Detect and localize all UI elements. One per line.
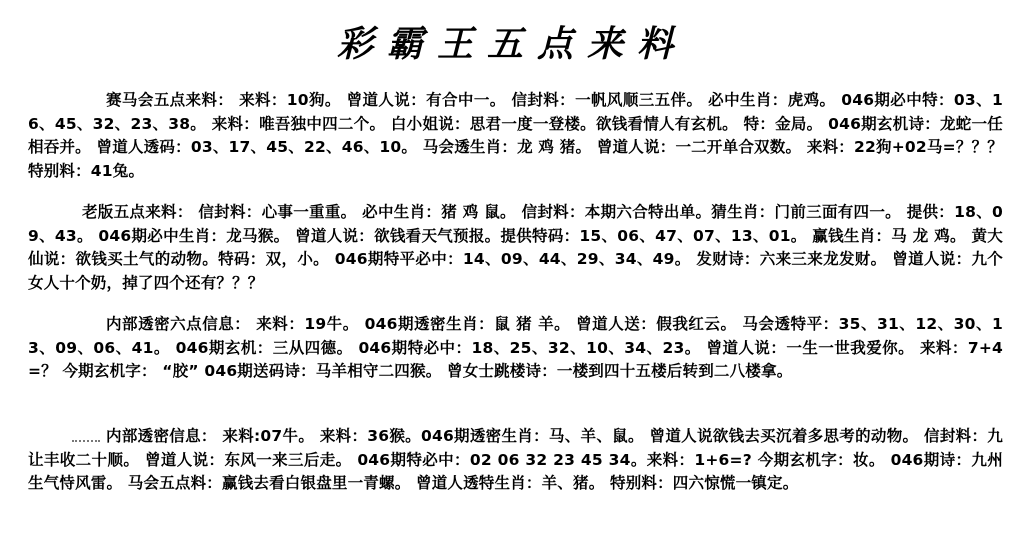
paragraph-neibu-liudian: 内部透密六点信息： 来料：19牛。 046期透密生肖：鼠 猪 羊。 曾道人送：假我红云。 马会透特平：35、31、12、30、13、09、06、41。 046期玄机：三从四德。 046期特必中：18、25、32、10、34、23。 曾道人说：一生一世我爱你。 来料：7+4=？ 今期玄机字： “胶” 046期送码诗：马羊相守二四猴。 曾女士跳楼诗：一楼到四十五楼后转到二八楼拿。 [28,315,1003,380]
page-title: 彩霸王五点来料 [336,23,687,65]
paragraph-saimahui-wudian: 赛马会五点来料： 来料：10狗。 曾道人说：有合中一。 信封料：一帆风顺三五伴。 必中生肖：虎鸡。 046期必中特：03、16、45、32、23、38。 来料：唯吾独中四二个。 白小姐说：思君一度一登楼。欲钱看情人有玄机。 特：金局。 046期玄机诗：龙蛇一任相吞并。 曾道人透码：03、17、45、22、46、10。 马会透生肖：龙 鸡 猪。 曾道人说：一二开单合双数。 来料：22狗+02马=？？？ 特别料：41兔。 [28,91,1003,180]
paragraph-neibu-xinxi: 内部透密信息： 来料:07牛。 来料：36猴。046期透密生肖：马、羊、鼠。 曾道人说欲钱去买沉着多思考的动物。 信封料：九让丰收二十顺。 曾道人说：东风一来三后走。 046期特必中：02 06 32 23 45 34。来料：1+6=? 今期玄机字：妆。 046期诗：九州生气恃风雷。 马会五点料：赢钱去看白银盘里一青螺。 曾道人透特生肖：羊、猪。 特别料：四六惊慌一镇定。 [28,427,1003,492]
paragraph-laoban-wudian: 老版五点来料： 信封料：心事一重重。 必中生肖：猪 鸡 鼠。 信封料：本期六合特出单。猜生肖：门前三面有四一。 提供：18、09、43。 046期必中生肖：龙马猴。 曾道人说：欲钱看天气预报。提供特码：15、06、47、07、13、01。 赢钱生肖：马 龙 鸡。 黄大仙说：欲钱买土气的动物。特码：双，小。 046期特平必中：14、09、44、29、34、49。 发财诗：六来三来龙发财。 曾道人说：九个女人十个奶，掉了四个还有？？？ [28,203,1003,292]
